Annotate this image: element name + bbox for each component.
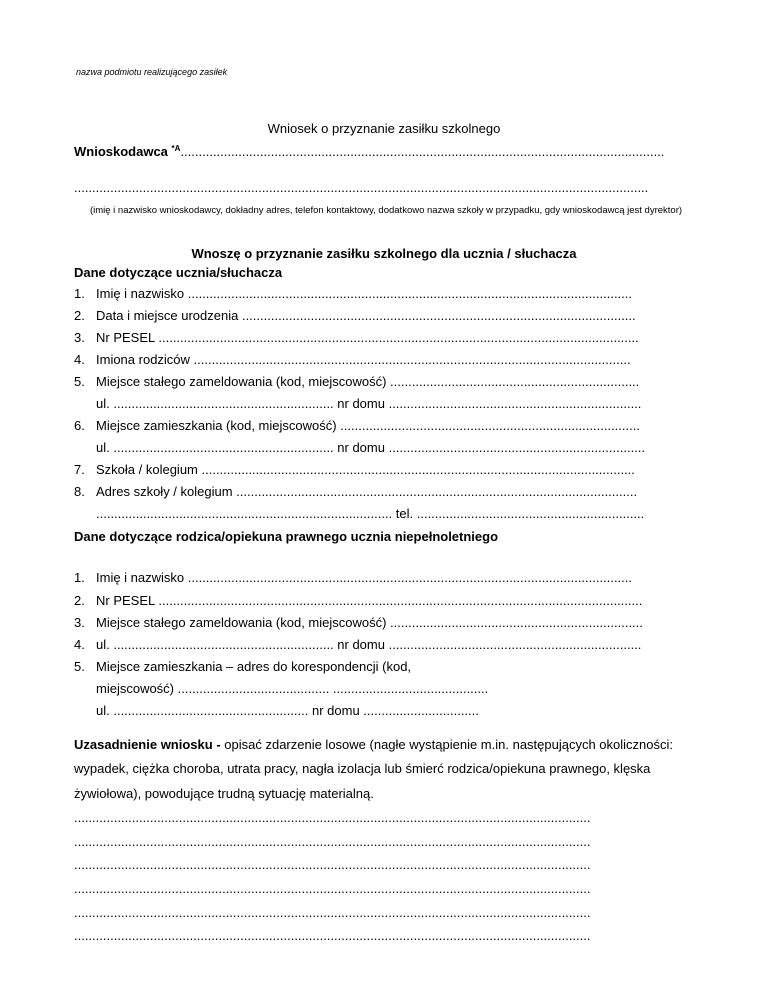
student-row-field[interactable]: Imię i nazwisko ........................................................................................................................... (96, 286, 633, 301)
student-row-number: 2. (74, 308, 85, 323)
student-row-field[interactable]: ul. ............................................................. nr domu ....................................................................... (96, 440, 646, 455)
applicant-label: Wnioskodawca (74, 144, 168, 159)
student-row-field[interactable]: Nr PESEL ..................................................................................................................................... (96, 330, 639, 345)
student-row-field[interactable]: .................................................................................. tel. ............................................................... (96, 506, 645, 521)
justification-dots-line[interactable]: ............................................................................................................................................... (74, 928, 591, 943)
parent-row-number: 1. (74, 570, 85, 585)
student-row (74, 286, 632, 301)
parent-row (74, 637, 641, 652)
justification-dots-line[interactable]: ............................................................................................................................................... (74, 905, 591, 920)
student-row (74, 308, 636, 323)
justification-dots-line[interactable]: ............................................................................................................................................... (74, 881, 591, 896)
student-row-number: 6. (74, 418, 85, 433)
parent-row-number: 5. (74, 659, 85, 674)
justification-label: Uzasadnienie wniosku - (74, 737, 221, 752)
student-row-number: 1. (74, 286, 85, 301)
student-row-field[interactable]: Imiona rodziców ......................................................................................................................... (96, 352, 631, 367)
parent-row-field[interactable]: Imię i nazwisko ........................................................................................................................... (96, 570, 633, 585)
parent-row-number: 4. (74, 637, 85, 652)
parent-row-number: 2. (74, 593, 85, 608)
student-row (96, 506, 644, 521)
student-row-field[interactable]: Data i miejsce urodzenia ............................................................................................................. (96, 308, 636, 323)
justification-line-2: wypadek, ciężka choroba, utrata pracy, nagła izolacja lub śmierć rodzica/opiekuna prawnego, klęska (74, 761, 651, 776)
student-row-number: 3. (74, 330, 85, 345)
student-row-number: 4. (74, 352, 85, 367)
student-row-field[interactable]: Miejsce zamieszkania (kod, miejscowość) ................................................................................... (96, 418, 640, 433)
student-row (96, 396, 641, 411)
entity-name-label: nazwa podmiotu realizującego zasiłek (76, 67, 228, 77)
document-title: Wniosek o przyznanie zasiłku szkolnego (267, 121, 501, 136)
parent-row (74, 593, 642, 608)
justification-dots-line[interactable]: ............................................................................................................................................... (74, 810, 591, 825)
justification-dots-line[interactable]: ............................................................................................................................................... (74, 834, 591, 849)
applicant-dots[interactable]: ...................................................................................................................................... (180, 144, 665, 159)
student-row-number: 8. (74, 484, 85, 499)
student-row-number: 7. (74, 462, 85, 477)
student-row-field[interactable]: ul. ............................................................. nr domu ...................................................................... (96, 396, 642, 411)
student-row (74, 374, 639, 389)
student-row (74, 484, 637, 499)
parent-row (96, 703, 479, 718)
parent-row-field[interactable]: Nr PESEL ...................................................................................................................................... (96, 593, 643, 608)
parent-row-field[interactable]: ul. ............................................................. nr domu ...................................................................... (96, 637, 642, 652)
applicant-note: (imię i nazwisko wnioskodawcy, dokładny adres, telefon kontaktowy, dodatkowo nazwa szkoły w przypadku, gdy wnioskodawcą jest dyrektor) (89, 205, 683, 216)
student-row-field[interactable]: Miejsce stałego zameldowania (kod, miejscowość) ..................................................................... (96, 374, 640, 389)
student-section-heading: Dane dotyczące ucznia/słuchacza (74, 265, 283, 280)
applicant-line (74, 144, 664, 159)
request-heading: Wnoszę o przyznanie zasiłku szkolnego dla ucznia / słuchacza (191, 246, 577, 261)
student-row-field[interactable]: Adres szkoły / kolegium ............................................................................................................... (96, 484, 638, 499)
justification-line-3: żywiołowa), powodujące trudną sytuację materialną. (74, 786, 374, 801)
parent-row-number: 3. (74, 615, 85, 630)
parent-row (74, 615, 643, 630)
justification-dots-line[interactable]: ............................................................................................................................................... (74, 857, 591, 872)
applicant-dots-line[interactable]: ............................................................................................................................................................... (74, 180, 649, 195)
parent-row-field[interactable]: ul. ...................................................... nr domu ................................ (96, 703, 479, 718)
justification-text-1: opisać zdarzenie losowe (nagłe wystąpienie m.in. następujących okoliczności: (220, 737, 674, 752)
applicant-footnote: *A (171, 144, 181, 153)
student-row (74, 418, 640, 433)
parent-row (74, 659, 411, 674)
parent-row-field[interactable]: Miejsce zamieszkania – adres do korespondencji (kod, (96, 659, 412, 674)
parent-row-field[interactable]: Miejsce stałego zameldowania (kod, miejscowość) ...................................................................... (96, 615, 643, 630)
student-row-field[interactable]: Szkoła / kolegium ........................................................................................................................ (96, 462, 635, 477)
student-row-number: 5. (74, 374, 85, 389)
parent-row (96, 681, 488, 696)
justification-line-1 (74, 737, 673, 752)
student-row (74, 462, 635, 477)
parent-row (74, 570, 632, 585)
student-row (74, 330, 639, 345)
student-row (96, 440, 645, 455)
student-row (74, 352, 631, 367)
parent-section-heading: Dane dotyczące rodzica/opiekuna prawnego ucznia niepełnoletniego (74, 529, 499, 544)
parent-row-field[interactable]: miejscowość) .......................................... ........................................... (96, 681, 489, 696)
